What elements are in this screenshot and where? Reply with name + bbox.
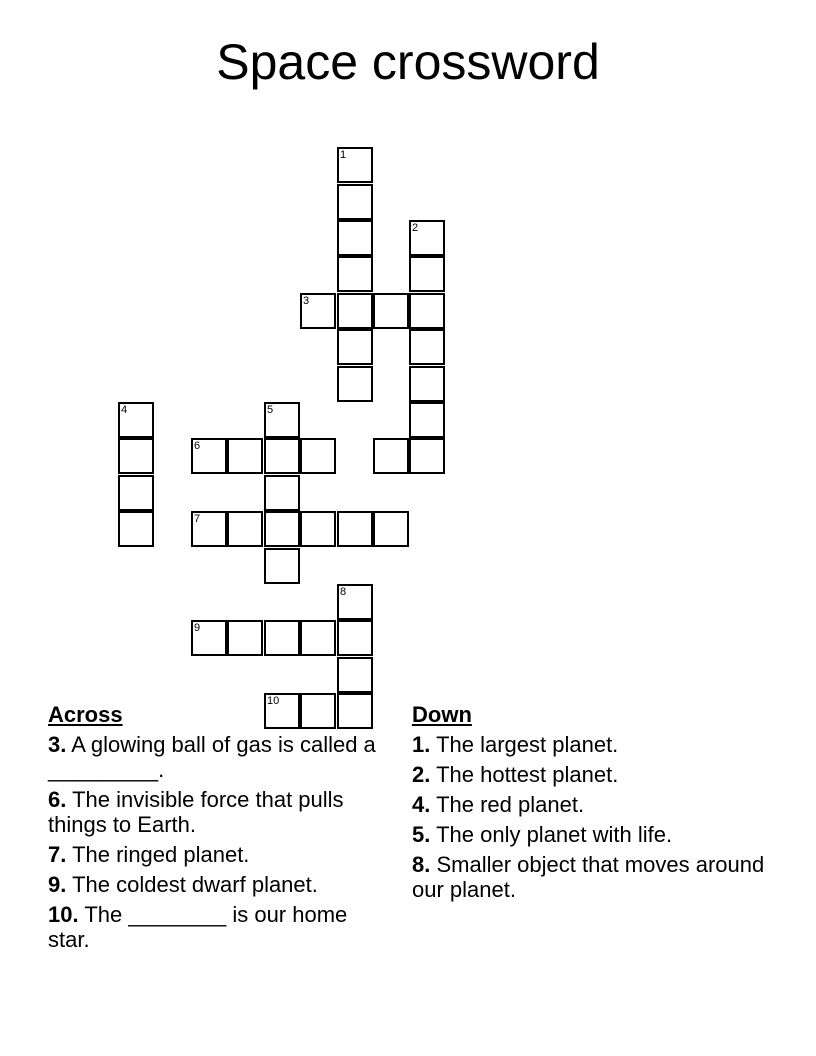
grid-cell[interactable] <box>300 293 336 329</box>
clue-down-2 <box>412 762 772 787</box>
clue-across-9 <box>48 872 378 897</box>
grid-cell[interactable] <box>227 511 263 547</box>
grid-cell[interactable] <box>227 620 263 656</box>
grid-cell[interactable] <box>264 511 300 547</box>
clue-text: A glowing ball of gas is called a _________. <box>48 732 376 782</box>
grid-cell[interactable] <box>337 293 373 329</box>
clue-number: 1. <box>412 732 431 757</box>
clue-number: 10. <box>48 902 79 927</box>
grid-cell[interactable] <box>373 511 409 547</box>
clue-text: The ringed planet. <box>72 842 250 867</box>
clue-across-6 <box>48 787 378 837</box>
grid-cell[interactable] <box>118 438 154 474</box>
grid-cell[interactable] <box>300 438 336 474</box>
clue-text: The invisible force that pulls things to Earth. <box>48 787 344 837</box>
grid-cell[interactable] <box>373 438 409 474</box>
grid-cell[interactable] <box>118 402 154 438</box>
grid-cell[interactable] <box>409 438 445 474</box>
grid-cell[interactable] <box>337 256 373 292</box>
grid-cell[interactable] <box>373 293 409 329</box>
clue-number: 7. <box>48 842 67 867</box>
grid-cell[interactable] <box>409 402 445 438</box>
grid-cell[interactable] <box>227 438 263 474</box>
grid-cell[interactable] <box>409 220 445 256</box>
grid-cell[interactable] <box>264 620 300 656</box>
grid-cell[interactable] <box>409 293 445 329</box>
grid-cell[interactable] <box>191 438 227 474</box>
clue-text: The hottest planet. <box>436 762 619 787</box>
clue-text: The red planet. <box>436 792 585 817</box>
clue-number: 5. <box>412 822 431 847</box>
grid-cell[interactable] <box>337 329 373 365</box>
clue-text: The only planet with life. <box>436 822 673 847</box>
cell-number: 2 <box>412 222 419 234</box>
clue-number: 3. <box>48 732 67 757</box>
clue-down-8 <box>412 852 772 902</box>
clue-text: The ________ is our home star. <box>48 902 348 952</box>
clue-down-4 <box>412 792 772 817</box>
clue-number: 6. <box>48 787 67 812</box>
page-title: Space crossword <box>216 34 600 90</box>
cell-number: 5 <box>267 404 274 416</box>
grid-cell[interactable] <box>409 256 445 292</box>
grid-cell[interactable] <box>118 475 154 511</box>
grid-cell[interactable] <box>264 402 300 438</box>
clue-across-7 <box>48 842 378 867</box>
grid-cell[interactable] <box>337 147 373 183</box>
cell-number: 10 <box>267 695 280 707</box>
grid-cell[interactable] <box>191 620 227 656</box>
grid-cell[interactable] <box>337 220 373 256</box>
grid-cell[interactable] <box>337 366 373 402</box>
clue-down-5 <box>412 822 772 847</box>
grid-cell[interactable] <box>191 511 227 547</box>
across-clues <box>48 702 378 957</box>
grid-cell[interactable] <box>337 511 373 547</box>
down-heading: Down <box>412 702 472 727</box>
clue-text: The largest planet. <box>436 732 619 757</box>
cell-number: 7 <box>194 513 201 525</box>
cell-number: 8 <box>340 586 347 598</box>
grid-cell[interactable] <box>337 584 373 620</box>
clue-number: 2. <box>412 762 431 787</box>
grid-cell[interactable] <box>409 366 445 402</box>
cell-number: 3 <box>303 295 310 307</box>
clue-number: 9. <box>48 872 67 897</box>
grid-cell[interactable] <box>337 184 373 220</box>
clue-across-3 <box>48 732 378 782</box>
down-clues <box>412 702 772 907</box>
across-heading: Across <box>48 702 123 727</box>
grid-cell[interactable] <box>337 657 373 693</box>
cell-number: 9 <box>194 622 201 634</box>
grid-cell[interactable] <box>300 511 336 547</box>
clue-across-10 <box>48 902 378 952</box>
cell-number: 1 <box>340 149 347 161</box>
grid-cell[interactable] <box>337 620 373 656</box>
grid-cell[interactable] <box>300 620 336 656</box>
grid-cell[interactable] <box>264 548 300 584</box>
grid-cell[interactable] <box>264 475 300 511</box>
cell-number: 6 <box>194 440 201 452</box>
clue-text: The coldest dwarf planet. <box>72 872 318 897</box>
clue-number: 4. <box>412 792 431 817</box>
clue-number: 8. <box>412 852 431 877</box>
grid-cell[interactable] <box>409 329 445 365</box>
clue-down-1 <box>412 732 772 757</box>
grid-cell[interactable] <box>264 438 300 474</box>
cell-number: 4 <box>121 404 128 416</box>
grid-cell[interactable] <box>118 511 154 547</box>
clue-text: Smaller object that moves around our planet. <box>412 852 765 902</box>
